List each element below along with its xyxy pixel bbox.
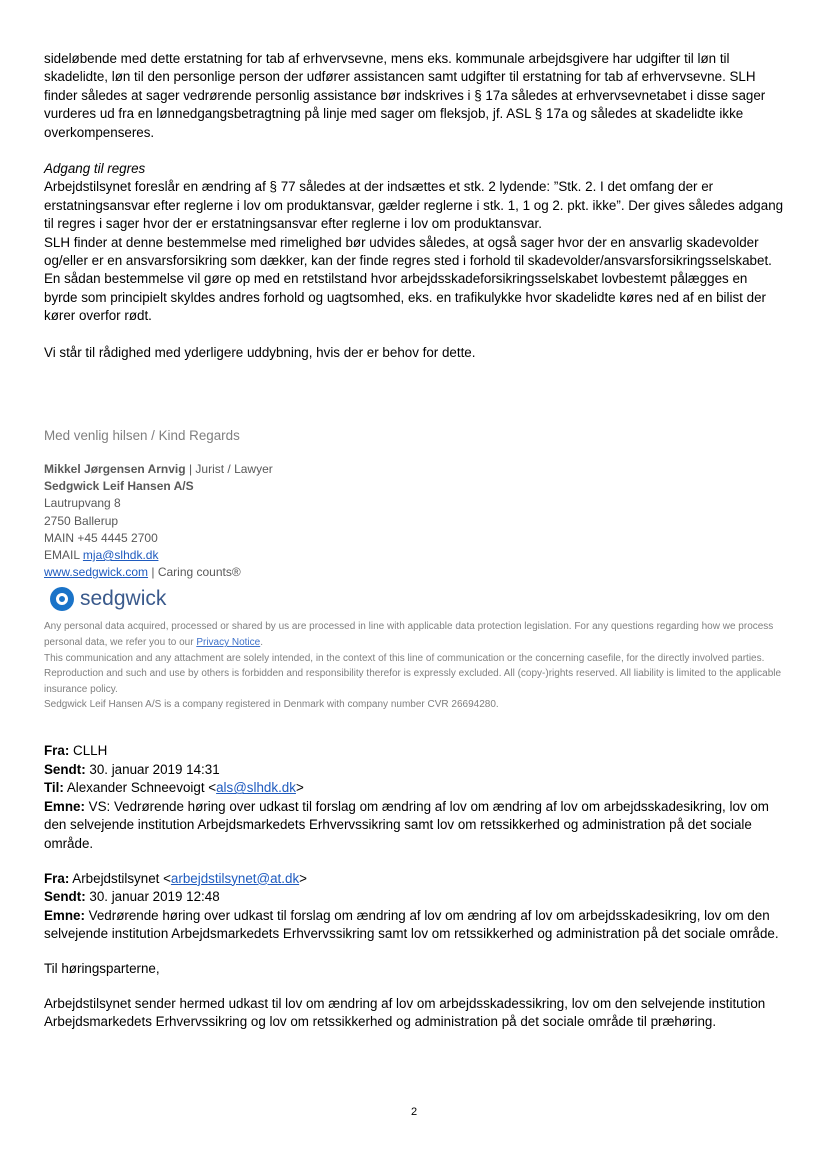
privacy-disclaimer-text: Any personal data acquired, processed or shared by us are processed in line with applicable data protection legislation. For any questions regarding how we process personal data, we refer you to our [44, 621, 774, 649]
email2-sent [44, 888, 784, 907]
email2-from-close: > [299, 870, 307, 886]
section-heading-regres: Adgang til regres [44, 161, 146, 177]
email2-subject [44, 907, 784, 944]
letter-body [44, 50, 784, 362]
email-header-1 [44, 742, 784, 854]
email2-sent-label: Sendt: [44, 889, 86, 905]
email-header-2 [44, 870, 784, 944]
forwarded-headers [44, 742, 784, 1032]
sedgwick-logo [50, 587, 784, 611]
privacy-disclaimer [44, 619, 784, 650]
email2-message: Arbejdstilsynet sender hermed udkast til lov om ændring af lov om arbejdsskadessikring, lov om den selvejende institution Arbejdsmarkedets Erhvervssikring og lov om retssikkerhed og administration på det sociale område til præhøring. [44, 995, 766, 1030]
signature-website-line [44, 564, 784, 581]
sedgwick-logo-icon [50, 587, 74, 611]
email1-from-value: CLLH [69, 743, 108, 758]
signature-email-link[interactable]: mja@slhdk.dk [82, 548, 159, 563]
email2-from-name: Arbejdstilsynet < [69, 870, 171, 886]
email1-to-email-link[interactable]: als@slhdk.dk [216, 780, 296, 796]
signature-city: 2750 Ballerup [44, 513, 119, 528]
email1-to-close: > [295, 780, 304, 796]
email1-subject-label: Emne: [44, 798, 85, 814]
privacy-disclaimer-end: . [260, 637, 263, 649]
privacy-notice-link[interactable]: Privacy Notice [196, 637, 261, 649]
email2-sent-value: 30. januar 2019 12:48 [85, 889, 220, 905]
signature-name: Mikkel Jørgensen Arnvig [44, 462, 186, 476]
email2-salutation: Til høringsparterne, [44, 960, 160, 976]
signature-tagline: | Caring counts® [148, 565, 241, 580]
email2-subject-label: Emne: [44, 907, 85, 923]
closing-line: Vi står til rådighed med yderligere uddybning, hvis der er behov for dette. [44, 344, 476, 360]
email1-to [44, 779, 784, 798]
confidentiality-disclaimer: This communication and any attachment are solely intended, in the context of this line of communication or the concerning casefile, for the directly involved parties. Reproduction and such and use by others is forbidden and responsibility therefor is expressly excluded. All (copy-)rights reserved. All liability is limited to the applicable insurance policy. [44, 652, 782, 695]
signature-street: Lautrupvang 8 [44, 496, 121, 511]
signature-company [44, 478, 784, 495]
email1-to-name: Alexander Schneevoigt < [63, 780, 217, 796]
email2-from-label: Fra: [44, 870, 70, 886]
paragraph-regres-proposal: Arbejdstilsynet foreslår en ændring af § 77 således at der indsættes et stk. 2 lydende: ”Stk. 2. I det omfang der er erstatningsansvar efter reglerne i lov om produktansvar, gælder reglerne i stk. 1, 1 og 2. pkt. ikke”. Der gives således adgang til regres i sager hvor der er erstatningsansvar efter reglerne i lov om produktansvar. [44, 179, 784, 232]
paragraph-regres-burden: En sådan bestemmelse vil gøre op med en retstilstand hvor arbejdsskadeforsikringsselskabet lovbestemt pålægges en byrde som principielt skyldes andres forhold og uagtsomhed, eks. en trafikulykke hvor skadelidte køres ned af en bilist der kører overfor rødt. [44, 271, 766, 324]
signature-name-line [44, 461, 784, 478]
signature-greeting: Med venlig hilsen / Kind Regards [44, 428, 240, 443]
signature-website-link[interactable]: www.sedgwick.com [44, 565, 149, 580]
email1-sent-label: Sendt: [44, 761, 86, 777]
signature-company-name: Sedgwick Leif Hansen A/S [44, 479, 194, 494]
paragraph-regres-extension: SLH finder at denne bestemmelse med rimelighed bør udvides således, at også sager hvor der en ansvarlig skadevolder og/eller er en ansvarsforsikring som dækker, kan der finde regres sted i forhold til skadevolder/ansvarsforsikringsselskabet. [44, 234, 772, 269]
email1-subject-value: VS: Vedrørende høring over udkast til forslag om ændring af lov om ændring af lov om arbejdsskadesikring, lov om den selvejende institution Arbejdsmarkedets Erhvervssikring samt lov om retssikkerhed og administration på det sociale område. [44, 798, 769, 851]
email1-sent [44, 761, 784, 780]
email1-from [44, 742, 784, 761]
signature-email-line [44, 547, 784, 564]
page-number: 2 [410, 1106, 418, 1118]
signature-email-label: EMAIL [44, 548, 83, 563]
email1-sent-value: 30. januar 2019 14:31 [85, 761, 220, 777]
email-signature [44, 428, 784, 713]
company-registration: Sedgwick Leif Hansen A/S is a company registered in Denmark with company number CVR 26694280. [44, 699, 499, 711]
email2-from-email-link[interactable]: arbejdstilsynet@at.dk [170, 870, 300, 886]
email2-from [44, 870, 784, 889]
signature-phone: MAIN +45 4445 2700 [44, 530, 158, 545]
paragraph-personal-assistance: sideløbende med dette erstatning for tab af erhvervsevne, mens eks. kommunale arbejdsgivere har udgifter til løn til skadelidte, løn til den personlige person der udfører assistancen samt udgifter til erstatning for tab af erhvervsevne. SLH finder således at sager vedrørende personlig assistance bør indskrives i § 17a således at erhvervsevnetabet i disse sager vurderes ud fra en lønnedgangsbetragtning på linje med sager om fleksjob, jf. ASL § 17a og således at skadelidte ikke overkompenseres. [44, 51, 766, 140]
sedgwick-logo-text: sedgwick [80, 587, 167, 611]
signature-title: | Jurist / Lawyer [185, 462, 273, 476]
email2-subject-value: Vedrørende høring over udkast til forslag om ændring af lov om ændring af lov om arbejdsskadesikring, lov om den selvejende institution Arbejdsmarkedets Erhvervssikring samt lov om retssikkerhed og administration på det sociale område. [44, 907, 779, 942]
email1-subject [44, 798, 784, 854]
email1-from-label: Fra: [44, 743, 70, 758]
email1-to-label: Til: [44, 780, 64, 796]
